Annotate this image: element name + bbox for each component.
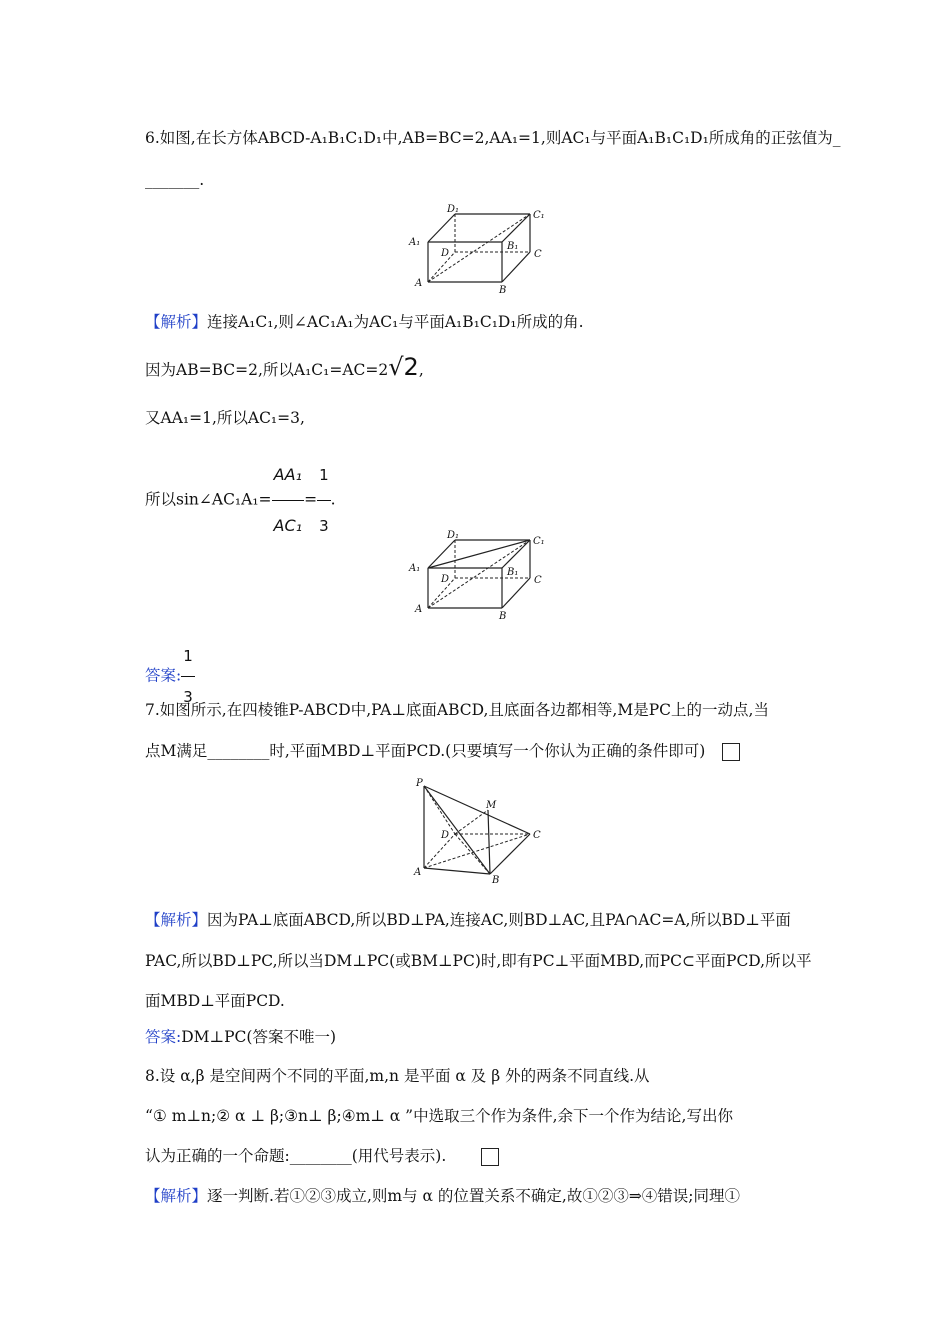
comma: , bbox=[418, 361, 424, 379]
label-A: A bbox=[415, 604, 423, 615]
analysis-text: 逐一判断.若①②③成立,则m与 α 的位置关系不确定,故①②③⇒④错误;同理① bbox=[207, 1187, 741, 1205]
analysis-tag: 【解析】 bbox=[145, 313, 208, 331]
frac-numerator: 1 bbox=[181, 636, 195, 677]
analysis7-line1 bbox=[145, 910, 791, 930]
label-C: C bbox=[533, 830, 541, 841]
label-C1: C₁ bbox=[533, 210, 545, 221]
label-D: D bbox=[441, 574, 450, 585]
analysis6-line2 bbox=[145, 352, 424, 385]
checkbox-square bbox=[481, 1148, 499, 1166]
answer-label: 答案: bbox=[145, 666, 182, 685]
equals: = bbox=[304, 490, 318, 509]
label-D: D bbox=[441, 830, 450, 841]
label-B: B bbox=[499, 611, 507, 620]
label-B1: B₁ bbox=[507, 567, 519, 578]
label-A: A bbox=[414, 867, 422, 878]
frac-denominator: AC₁ bbox=[273, 516, 303, 535]
label-D1: D₁ bbox=[447, 204, 460, 215]
fraction-aa1-ac1 bbox=[272, 450, 305, 551]
answer-label: 答案: bbox=[145, 1028, 182, 1046]
checkbox-square bbox=[722, 743, 740, 761]
analysis-text: 连接A₁C₁,则∠AC₁A₁为AC₁与平面A₁B₁C₁D₁所成的角. bbox=[207, 313, 584, 331]
q8-stem-line2: “① m⊥n;② α ⊥ β;③n⊥ β;④m⊥ α ”中选取三个作为条件,余下一个作为结论,写出你 bbox=[145, 1107, 733, 1125]
answer7 bbox=[145, 1027, 336, 1047]
label-M: M bbox=[486, 800, 497, 811]
label-C: C bbox=[534, 575, 542, 586]
q7-stem-line1: 7.如图所示,在四棱锥P-ABCD中,PA⊥底面ABCD,且底面各边都相等,M是PC上的一动点,当 bbox=[145, 701, 769, 719]
cuboid-figure bbox=[405, 204, 555, 294]
analysis-tag: 【解析】 bbox=[145, 1187, 208, 1205]
frac-denominator: 3 bbox=[319, 517, 329, 535]
label-B: B bbox=[499, 285, 507, 294]
label-A: A bbox=[415, 278, 423, 289]
label-B: B bbox=[492, 875, 500, 886]
frac-numerator: AA₁ bbox=[272, 450, 305, 501]
q6-stem-line2: _______. bbox=[145, 171, 205, 189]
frac-numerator: 1 bbox=[317, 450, 331, 501]
sin-expression: 所以sin∠AC₁A₁= bbox=[145, 490, 272, 509]
label-A1: A₁ bbox=[409, 563, 421, 574]
period: . bbox=[330, 490, 336, 509]
label-D: D bbox=[441, 248, 450, 259]
analysis6-line3: 又AA₁=1,所以AC₁=3, bbox=[145, 409, 305, 427]
frac-denominator: 3 bbox=[183, 688, 193, 706]
q6-stem-line1: 6.如图,在长方体ABCD-A₁B₁C₁D₁中,AB=BC=2,AA₁=1,则AC₁与平面A₁B₁C₁D₁所成角的正弦值为_ bbox=[145, 129, 841, 147]
analysis6-line1 bbox=[145, 312, 584, 332]
fraction-one-third bbox=[317, 450, 331, 551]
analysis-text: 因为AB=BC=2,所以A₁C₁=AC=2 bbox=[145, 361, 389, 379]
q7-stem-line2 bbox=[145, 741, 740, 761]
label-C1: C₁ bbox=[533, 536, 545, 547]
q8-stem-line1: 8.设 α,β 是空间两个不同的平面,m,n 是平面 α 及 β 外的两条不同直线.从 bbox=[145, 1067, 650, 1085]
q7-stem-text: 点M满足________时,平面MBD⊥平面PCD.(只要填写一个你认为正确的条件即可) bbox=[145, 742, 706, 760]
analysis7-line3: 面MBD⊥平面PCD. bbox=[145, 992, 285, 1010]
pyramid-figure bbox=[410, 776, 550, 886]
analysis6-line4 bbox=[145, 450, 336, 551]
sqrt-two: √2 bbox=[388, 353, 419, 381]
answer-text: DM⊥PC(答案不唯一) bbox=[181, 1028, 336, 1046]
label-D1: D₁ bbox=[447, 530, 460, 541]
label-C: C bbox=[534, 249, 542, 260]
cuboid-figure-solved bbox=[405, 530, 555, 620]
analysis-text: 因为PA⊥底面ABCD,所以BD⊥PA,连接AC,则BD⊥AC,且PA∩AC=A,所以BD⊥平面 bbox=[207, 911, 791, 929]
label-B1: B₁ bbox=[507, 241, 519, 252]
q8-stem-line3 bbox=[145, 1146, 499, 1166]
label-A1: A₁ bbox=[409, 237, 421, 248]
analysis-tag: 【解析】 bbox=[145, 911, 208, 929]
q8-stem-text: 认为正确的一个命题:________(用代号表示). bbox=[145, 1147, 447, 1165]
analysis7-line2: PAC,所以BD⊥PC,所以当DM⊥PC(或BM⊥PC)时,即有PC⊥平面MBD,而PC⊂平面PCD,所以平 bbox=[145, 952, 812, 970]
label-P: P bbox=[416, 778, 423, 789]
analysis8-line1 bbox=[145, 1186, 740, 1206]
